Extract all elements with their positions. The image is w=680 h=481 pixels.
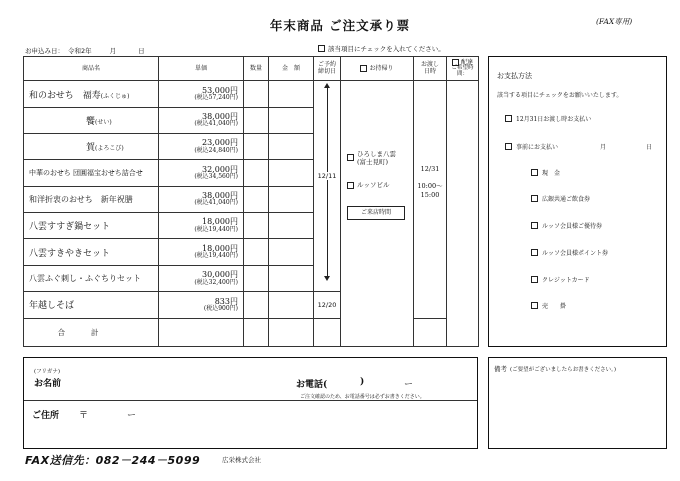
amount-cell[interactable] [269, 81, 314, 107]
price-value: 38,000円 [202, 112, 238, 122]
phone-label: お電話( [296, 380, 328, 390]
payment-instruction: 該当する項目にチェックをお願いいたします。 [497, 92, 623, 99]
product-price [159, 186, 244, 212]
pickup-cell [341, 81, 414, 347]
product-name-text: 饗 [86, 116, 96, 127]
order-table [23, 56, 479, 347]
product-name-text: 八雲すすぎ鍋セット [29, 222, 111, 233]
product-price [159, 239, 244, 265]
method-label: クレジットカード [542, 277, 590, 284]
address-label: ご住所 [32, 411, 60, 421]
pickup-time-start: 10:00～ [417, 182, 443, 191]
remarks-label: 備考 [494, 365, 507, 373]
price-value: 38,000円 [202, 191, 238, 201]
payment-box [488, 56, 667, 347]
quantity-cell[interactable] [244, 160, 269, 186]
prepay-checkbox[interactable] [505, 143, 512, 150]
price-value: 18,000円 [202, 243, 238, 253]
quantity-cell[interactable] [244, 134, 269, 160]
amount-cell[interactable] [269, 134, 314, 160]
quantity-cell[interactable] [244, 107, 269, 133]
method-checkbox[interactable] [531, 222, 538, 229]
header-deadline: ご予約 締切日 [314, 57, 341, 81]
amount-cell[interactable] [269, 239, 314, 265]
order-date-era[interactable]: 令和2年 [68, 47, 92, 55]
product-name [24, 160, 159, 186]
phone-field[interactable] [342, 374, 472, 388]
product-reading: (ふくじゅ) [100, 92, 130, 100]
price-value: 30,000円 [202, 270, 238, 280]
product-name [24, 134, 159, 160]
prepay-month: 月 [600, 144, 607, 151]
amount-cell[interactable] [269, 292, 314, 318]
pickup-checkbox[interactable] [360, 65, 367, 72]
prepay-day: 日 [646, 144, 653, 151]
payment-method-russo-points[interactable] [531, 248, 608, 257]
store2-name: ルッソビル [357, 181, 390, 190]
remarks-note: (ご要望がございましたらお書きください。) [510, 367, 617, 373]
remarks-box[interactable] [488, 357, 667, 449]
order-date-month[interactable]: 月 [109, 47, 117, 55]
pickup-date-cell [414, 81, 447, 318]
store1-name: ひろしま八雲 [357, 150, 396, 159]
furigana-label: (フリガナ) [34, 369, 61, 375]
product-name [24, 292, 159, 318]
prepay-label: 事前にお支払い [516, 144, 559, 151]
form-title: 年末商品 ご注文承り票 [269, 18, 411, 33]
delivery-time-note: ご希望時間： [451, 65, 474, 78]
store-time-box[interactable]: ご来店時間 [347, 206, 405, 220]
product-name-text: 年越しそば [29, 301, 75, 312]
quantity-cell[interactable] [244, 292, 269, 318]
delivery-cell[interactable] [447, 81, 479, 347]
fax-destination: FAX送信先：082－244－5099 [25, 454, 201, 467]
order-date-day[interactable]: 日 [138, 47, 145, 55]
phone-note: ご注文確認のため、お電話番号は必ずお書きください。 [300, 394, 425, 400]
product-name-text: 八雲ふぐ刺し・ふぐちりセット [29, 274, 141, 284]
product-name [24, 186, 159, 212]
pickup-option-store1[interactable] [347, 151, 396, 166]
delivery-day-checkbox[interactable] [505, 115, 512, 122]
header-delivery-label: 配達 [460, 58, 473, 66]
method-checkbox[interactable] [531, 302, 538, 309]
product-name [24, 265, 159, 291]
total-amount-cell[interactable] [269, 318, 314, 346]
tax-price: (税込19,440円) [194, 252, 238, 260]
price-value: 23,000円 [202, 138, 238, 148]
name-field[interactable] [84, 368, 284, 390]
quantity-cell[interactable] [244, 213, 269, 239]
total-label: 合計 [24, 318, 159, 346]
header-pickup [341, 57, 414, 81]
payment-method-bank-voucher[interactable] [531, 194, 590, 203]
order-date-label: お申込み日： [25, 47, 64, 55]
product-name-text: 賀 [86, 143, 96, 154]
product-name [24, 81, 159, 107]
postal-mark: 〒 [79, 411, 89, 421]
amount-cell[interactable] [269, 265, 314, 291]
pickup-option-store2[interactable] [347, 182, 390, 189]
tax-price: (税込57,240円) [194, 94, 238, 102]
amount-cell[interactable] [269, 160, 314, 186]
method-label: ルッソ会員様ポイント券 [542, 250, 609, 257]
product-name-text: 八雲すきやきセット [29, 248, 111, 259]
fax-only-label: (FAX専用) [596, 17, 633, 26]
method-label: 現 金 [542, 170, 561, 177]
total-quantity-cell[interactable] [244, 318, 269, 346]
tax-price: (税込34,560円) [194, 173, 238, 181]
header-delivery [447, 57, 479, 81]
deadline-arrow-line [327, 86, 328, 277]
header-pickup-label: お持帰り [369, 64, 394, 72]
product-price [159, 160, 244, 186]
amount-cell[interactable] [269, 107, 314, 133]
check-instruction [318, 44, 445, 53]
tax-price: (税込19,440円) [194, 225, 238, 233]
store1-checkbox[interactable] [347, 154, 354, 161]
deadline-soba: 12/20 [314, 301, 340, 309]
company-name: 広栄株式会社 [222, 456, 261, 464]
product-price [159, 292, 244, 318]
sample-checkbox-icon [318, 45, 325, 52]
product-price [159, 213, 244, 239]
total-price-cell [159, 318, 244, 346]
product-reading: (せい) [95, 118, 112, 126]
quantity-cell[interactable] [244, 265, 269, 291]
product-name [24, 107, 159, 133]
product-name [24, 213, 159, 239]
total-deadline-cell [314, 318, 341, 346]
customer-divider [24, 400, 477, 401]
product-name-text: 和のおせち 福寿 [29, 90, 101, 101]
method-checkbox[interactable] [531, 195, 538, 202]
tax-price: (税込32,400円) [194, 278, 238, 286]
phone-close: ) [360, 377, 365, 387]
payment-method-cash[interactable] [531, 168, 560, 177]
payment-title: お支払方法 [497, 72, 532, 80]
product-price [159, 107, 244, 133]
payment-method-credit-card[interactable] [531, 275, 590, 284]
postal-dash: ー [127, 411, 137, 421]
payment-option-prepay[interactable] [505, 142, 652, 151]
tax-price: (税込41,040円) [194, 120, 238, 128]
product-name-text: 中華のおせち 団圓福宝おせち詰合せ [29, 169, 143, 178]
check-instruction-text: 該当項目にチェックを入れてください。 [328, 45, 445, 53]
amount-cell[interactable] [269, 186, 314, 212]
tax-price: (税込24,840円) [194, 146, 238, 154]
header-amount: 金 額 [269, 57, 314, 81]
method-checkbox[interactable] [531, 169, 538, 176]
tax-price: (税込41,040円) [194, 199, 238, 207]
deadline-main-cell [314, 81, 341, 292]
address-field[interactable] [86, 406, 466, 444]
deadline-main: 12/11 [314, 172, 340, 180]
customer-box [23, 357, 478, 449]
quantity-cell[interactable] [244, 186, 269, 212]
product-name [24, 239, 159, 265]
product-price [159, 265, 244, 291]
price-value: 32,000円 [202, 164, 238, 174]
store1-area: (富士見町) [357, 157, 389, 166]
delivery-day-label: 12月31日お渡し時お支払い [516, 116, 592, 123]
header-product: 商品名 [24, 57, 159, 81]
method-label: 売 掛 [542, 303, 567, 310]
header-quantity: 数量 [244, 57, 269, 81]
pickup-date: 12/31 [420, 165, 440, 174]
method-label: 広銀共通ご飲食券 [542, 196, 591, 203]
payment-method-russo-coupon[interactable] [531, 221, 602, 230]
method-checkbox[interactable] [531, 249, 538, 256]
deadline-soba-cell [314, 292, 341, 318]
price-value: 53,000円 [202, 85, 238, 95]
method-checkbox[interactable] [531, 276, 538, 283]
total-pickup-date-cell [414, 318, 447, 346]
product-reading: (よろこび) [95, 145, 124, 153]
price-value: 18,000円 [202, 217, 238, 227]
phone-dash: ー [404, 380, 414, 390]
product-price [159, 81, 244, 107]
amount-cell[interactable] [269, 213, 314, 239]
arrow-down-icon [324, 276, 330, 281]
header-pickup-date: お渡し 日時 [414, 57, 447, 81]
product-name-text: 和洋折衷のおせち 新年祝膳 [29, 194, 133, 204]
product-price [159, 134, 244, 160]
header-unit-price: 単価 [159, 57, 244, 81]
remarks-header [494, 364, 616, 373]
name-label: お名前 [34, 379, 62, 389]
payment-option-delivery-day[interactable] [505, 114, 591, 123]
price-value: 833円 [214, 296, 238, 306]
store2-checkbox[interactable] [347, 182, 354, 189]
method-label: ルッソ会員様ご優待券 [542, 223, 603, 230]
quantity-cell[interactable] [244, 81, 269, 107]
quantity-cell[interactable] [244, 239, 269, 265]
pickup-time-end: 15:00 [420, 191, 440, 200]
order-date-line [25, 46, 149, 55]
tax-price: (税込900円) [203, 304, 238, 312]
payment-method-credit-account[interactable] [531, 301, 566, 310]
